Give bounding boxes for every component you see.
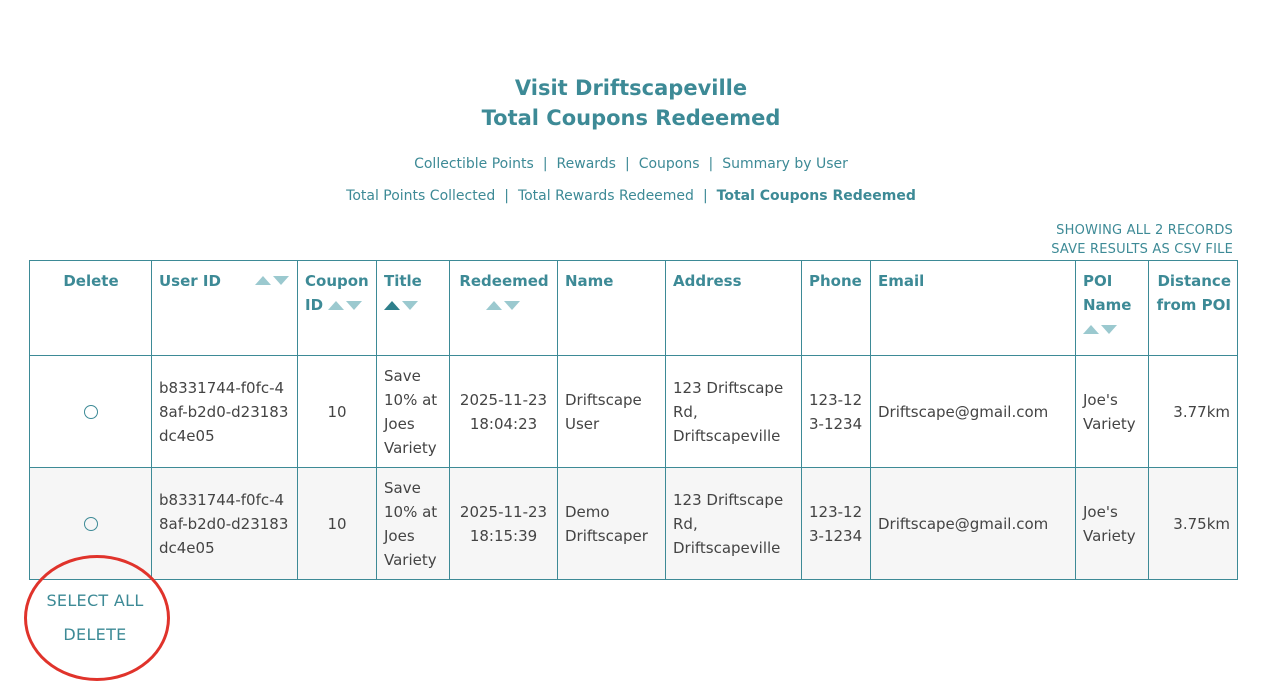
coupon-id-cell: 10 bbox=[298, 468, 377, 580]
table-header-row bbox=[30, 261, 1238, 356]
header-address-label: Address bbox=[673, 272, 742, 290]
redeemed-cell: 2025-11-23 18:04:23 bbox=[450, 356, 558, 468]
records-meta bbox=[1051, 221, 1233, 259]
address-cell: 123 Driftscape Rd, Driftscapeville bbox=[666, 356, 802, 468]
header-poi-name-label: POI Name bbox=[1083, 272, 1132, 314]
redeemed-cell: 2025-11-23 18:15:39 bbox=[450, 468, 558, 580]
header-phone-label: Phone bbox=[809, 272, 862, 290]
header-coupon-id[interactable] bbox=[298, 261, 377, 356]
email-cell: Driftscape@gmail.com bbox=[871, 468, 1076, 580]
secondary-nav bbox=[0, 188, 1262, 204]
header-email bbox=[871, 261, 1076, 356]
row-select-radio[interactable] bbox=[84, 405, 98, 419]
bulk-actions bbox=[40, 590, 150, 658]
header-redeemed[interactable] bbox=[450, 261, 558, 356]
phone-cell: 123-123-1234 bbox=[802, 356, 871, 468]
page-title: Visit Driftscapeville bbox=[514, 76, 748, 100]
header-name bbox=[558, 261, 666, 356]
poi-name-cell: Joe's Variety bbox=[1076, 468, 1149, 580]
header-title[interactable] bbox=[377, 261, 450, 356]
sort-arrows-icon[interactable] bbox=[328, 301, 364, 310]
row-select-radio[interactable] bbox=[84, 517, 98, 531]
header-distance bbox=[1149, 261, 1238, 356]
title-cell: Save 10% at Joes Variety bbox=[377, 468, 450, 580]
nav-separator: | bbox=[708, 156, 714, 172]
primary-nav bbox=[0, 156, 1262, 172]
header-coupon-id-label: Coupon ID bbox=[305, 272, 369, 314]
nav-total-points-collected[interactable]: Total Points Collected bbox=[346, 188, 496, 204]
nav-separator: | bbox=[702, 188, 708, 204]
header-redeemed-label: Redeemed bbox=[459, 272, 549, 290]
name-cell: Driftscape User bbox=[558, 356, 666, 468]
header-delete-label: Delete bbox=[63, 272, 119, 290]
header-address bbox=[666, 261, 802, 356]
record-count: SHOWING ALL 2 RECORDS bbox=[1056, 223, 1233, 238]
coupon-id-cell: 10 bbox=[298, 356, 377, 468]
delete-button[interactable]: DELETE bbox=[63, 625, 127, 644]
nav-separator: | bbox=[624, 156, 630, 172]
select-all-button[interactable]: SELECT ALL bbox=[46, 591, 144, 610]
header-user-id[interactable] bbox=[152, 261, 298, 356]
nav-coupons[interactable]: Coupons bbox=[638, 156, 700, 172]
name-cell: Demo Driftscaper bbox=[558, 468, 666, 580]
phone-cell: 123-123-1234 bbox=[802, 468, 871, 580]
nav-rewards[interactable]: Rewards bbox=[556, 156, 616, 172]
user-id-cell: b8331744-f0fc-48af-b2d0-d23183dc4e05 bbox=[152, 468, 298, 580]
nav-separator: | bbox=[504, 188, 509, 204]
page-header bbox=[0, 74, 1262, 134]
header-name-label: Name bbox=[565, 272, 614, 290]
header-user-id-label: User ID bbox=[159, 272, 221, 290]
save-csv-link[interactable]: SAVE RESULTS AS CSV FILE bbox=[1051, 242, 1233, 257]
poi-name-cell: Joe's Variety bbox=[1076, 356, 1149, 468]
nav-separator: | bbox=[542, 156, 548, 172]
distance-cell: 3.75km bbox=[1149, 468, 1238, 580]
header-poi-name[interactable] bbox=[1076, 261, 1149, 356]
sort-arrows-icon[interactable] bbox=[255, 276, 291, 285]
address-cell: 123 Driftscape Rd, Driftscapeville bbox=[666, 468, 802, 580]
title-cell: Save 10% at Joes Variety bbox=[377, 356, 450, 468]
header-title-label: Title bbox=[384, 272, 422, 290]
table-row bbox=[30, 468, 1238, 580]
header-email-label: Email bbox=[878, 272, 925, 290]
user-id-cell: b8331744-f0fc-48af-b2d0-d23183dc4e05 bbox=[152, 356, 298, 468]
nav-collectible-points[interactable]: Collectible Points bbox=[414, 156, 534, 172]
nav-total-rewards-redeemed[interactable]: Total Rewards Redeemed bbox=[517, 188, 694, 204]
email-cell: Driftscape@gmail.com bbox=[871, 356, 1076, 468]
delete-cell bbox=[30, 468, 152, 580]
table-row bbox=[30, 356, 1238, 468]
header-phone bbox=[802, 261, 871, 356]
nav-total-coupons-redeemed[interactable]: Total Coupons Redeemed bbox=[716, 188, 916, 204]
delete-cell bbox=[30, 356, 152, 468]
sort-arrows-icon[interactable] bbox=[1083, 325, 1119, 334]
sort-arrows-icon[interactable] bbox=[486, 301, 522, 310]
coupons-table bbox=[29, 260, 1238, 580]
nav-summary-by-user[interactable]: Summary by User bbox=[722, 156, 848, 172]
header-delete bbox=[30, 261, 152, 356]
sort-arrows-icon[interactable] bbox=[384, 301, 420, 310]
header-distance-label: Distance from POI bbox=[1156, 272, 1231, 314]
page-subtitle: Total Coupons Redeemed bbox=[481, 106, 781, 130]
distance-cell: 3.77km bbox=[1149, 356, 1238, 468]
